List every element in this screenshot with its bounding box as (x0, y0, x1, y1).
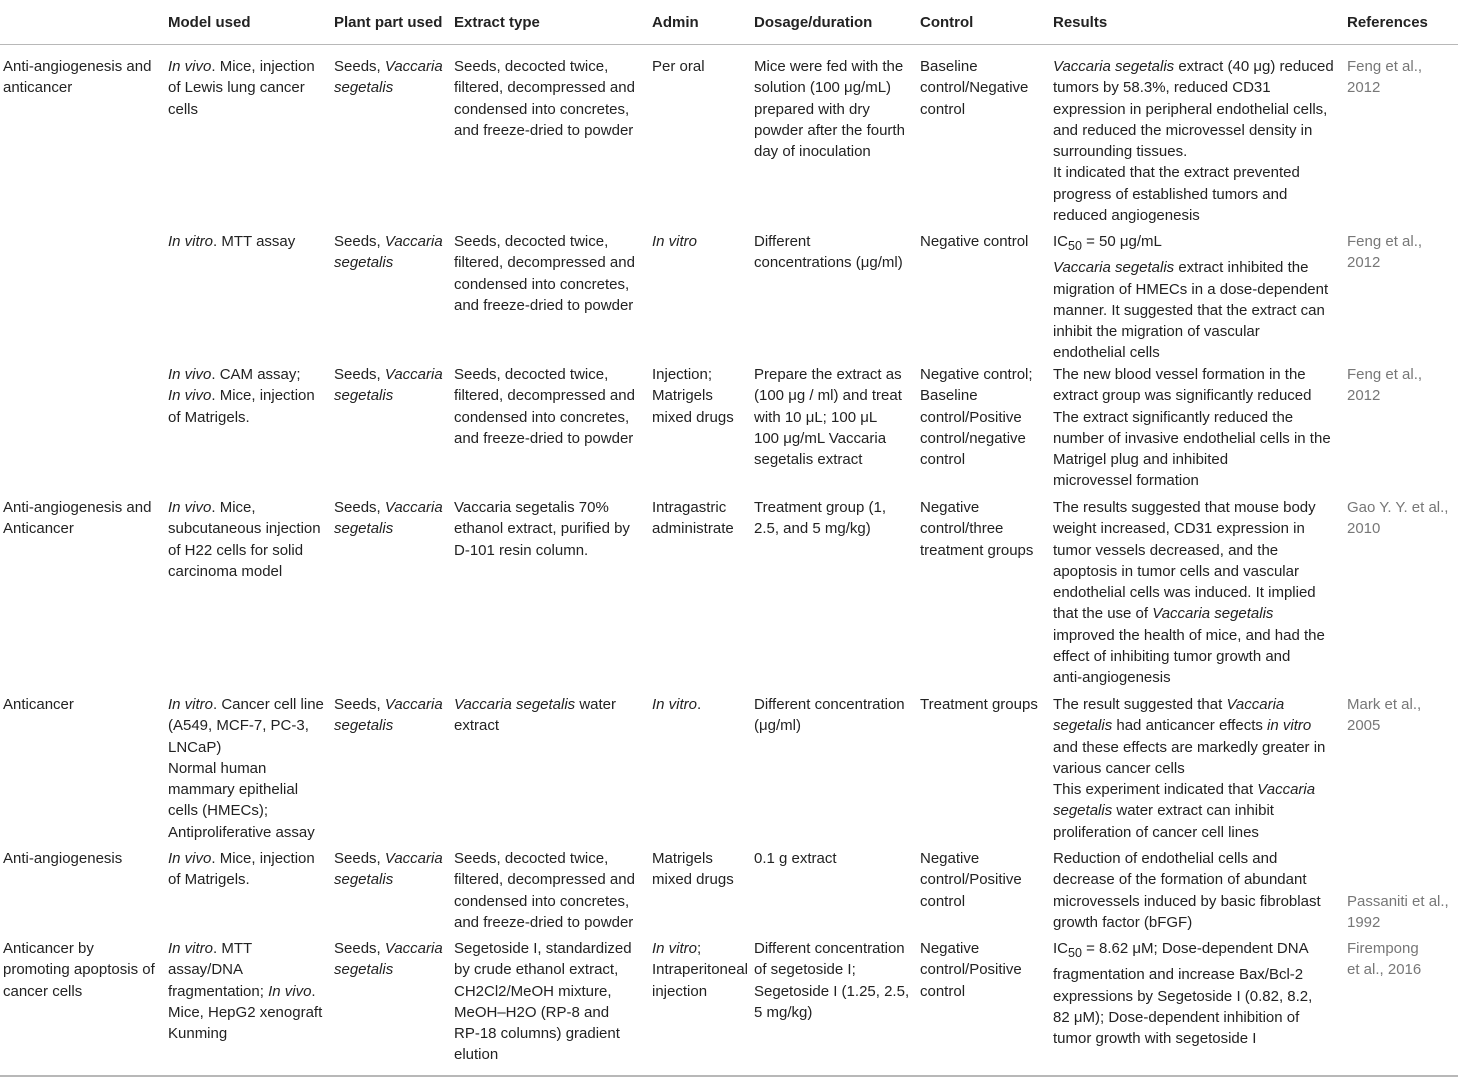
cell-extract (454, 497, 650, 561)
cell-admin (652, 938, 752, 1002)
cell-dosage (754, 497, 918, 540)
cell-line: solution (100 μg/mL) (754, 79, 892, 97)
cell-line: Seeds, Vaccaria (334, 58, 443, 75)
cell-control (920, 56, 1050, 120)
cell-line: Vaccaria segetalis extract (40 μg) reduced (1053, 58, 1334, 75)
cell-line: Seeds, Vaccaria (334, 850, 443, 867)
cell-activity (3, 56, 165, 99)
cell-line: and freeze-dried to powder (454, 913, 634, 931)
cell-line: decrease of the formation of abundant (1053, 871, 1307, 889)
cell-line: 82 μM); Dose-dependent inhibition of (1053, 1008, 1300, 1026)
cell-line: with 10 μL; 100 μL (754, 408, 878, 426)
table-header (0, 10, 1458, 40)
cell-line: filtered, decompressed and (454, 79, 635, 97)
cell-line: anticancer (3, 79, 73, 97)
cell-dosage (754, 56, 918, 162)
cell-line: The results suggested that mouse body (1053, 499, 1316, 516)
cell-line: growth factor (bFGF) (1053, 913, 1193, 931)
cell-activity (3, 497, 165, 540)
cell-line: Vaccaria segetalis 70% (454, 499, 609, 516)
cell-line: and freeze-dried to powder (454, 121, 634, 139)
cell-line: segetalis (334, 254, 394, 272)
cell-line: and these effects are markedly greater in (1053, 738, 1326, 756)
cell-line: subcutaneous injection (168, 520, 321, 538)
cell-references (1347, 497, 1455, 540)
cell-line: filtered, decompressed and (454, 387, 635, 405)
cell-results (1053, 848, 1345, 933)
cell-references (1347, 938, 1455, 981)
cell-line: In vitro. MTT assay (168, 233, 296, 250)
cell-results (1053, 364, 1345, 492)
cell-line: 2012 (1347, 387, 1381, 405)
cell-control (920, 848, 1050, 912)
header-dosage: Dosage/duration (754, 14, 873, 31)
cell-line: number of invasive endothelial cells in the (1053, 429, 1331, 447)
cell-extract (454, 694, 650, 737)
header-extract: Extract type (454, 14, 540, 31)
cell-dosage (754, 364, 918, 470)
cell-line: Negative (920, 940, 980, 957)
cell-line: cancer cells (3, 982, 83, 1000)
cell-line: (μg/ml) (754, 717, 801, 735)
cell-line: Mark et al., (1347, 696, 1422, 713)
cell-line: Injection; (652, 366, 713, 383)
cell-dosage (754, 848, 918, 869)
cell-line: mixed drugs (652, 871, 734, 889)
cell-line: In vitro (652, 233, 698, 250)
cell-line: and freeze-dried to powder (454, 429, 634, 447)
cell-line: segetalis (334, 79, 394, 97)
cell-line: Feng et al., (1347, 58, 1423, 75)
cell-line: CH2Cl2/MeOH mixture, (454, 982, 612, 1000)
cell-line: cells (168, 100, 199, 118)
cell-line: weight increased, CD31 expression in (1053, 520, 1305, 538)
cell-plant (334, 848, 452, 891)
cell-model (168, 231, 330, 252)
header-control: Control (920, 14, 974, 31)
cell-line: RP-18 columns) gradient (454, 1025, 620, 1043)
header-model: Model used (168, 14, 251, 31)
cell-line: control/Negative (920, 79, 1029, 97)
cell-line: Normal human (168, 759, 267, 777)
cell-line: extract (454, 717, 500, 735)
cell-line: In vitro. (652, 696, 702, 713)
cell-line: Seeds, Vaccaria (334, 366, 443, 383)
cell-plant (334, 231, 452, 274)
cell-line: Kunming (168, 1025, 228, 1043)
cell-line: Seeds, Vaccaria (334, 233, 443, 250)
cell-line: Seeds, decocted twice, (454, 366, 609, 383)
cell-line: various cancer cells (1053, 759, 1185, 777)
cell-line: fragmentation and increase Bax/Bcl-2 (1053, 966, 1304, 984)
cell-line: 5 mg/kg) (754, 1003, 813, 1021)
cell-line: In vitro. MTT (168, 940, 253, 957)
cell-line: In vivo. CAM assay; (168, 366, 301, 383)
cell-line: Negative (920, 499, 980, 516)
cell-line: control (920, 451, 966, 469)
cell-line: Gao Y. Y. et al., (1347, 499, 1449, 516)
cell-line: Feng et al., (1347, 366, 1423, 383)
cell-results (1053, 694, 1345, 843)
cell-line: 2005 (1347, 717, 1381, 735)
cell-plant (334, 56, 452, 99)
cell-line: Anticancer by (3, 940, 94, 957)
cell-line: 2.5, and 5 mg/kg) (754, 520, 871, 538)
cell-line: In vivo. Mice, injection (168, 387, 315, 405)
cell-line: In vitro; (652, 940, 702, 957)
cell-line: 2012 (1347, 79, 1381, 97)
cell-line: that the use of Vaccaria segetalis (1053, 605, 1274, 623)
cell-line: control/Positive (920, 408, 1022, 426)
cell-line: segetalis (334, 387, 394, 405)
cell-line: It indicated that the extract prevented (1053, 164, 1300, 182)
cell-plant (334, 938, 452, 981)
cell-line: Different (754, 233, 811, 250)
cell-line: Anticancer (3, 520, 74, 538)
cell-model (168, 497, 330, 582)
cell-line: Treatment group (1, (754, 499, 887, 516)
cell-line: Anti-angiogenesis and (3, 58, 152, 75)
cell-extract (454, 56, 650, 141)
cell-line: prepared with dry (754, 100, 870, 118)
cell-line: 1992 (1347, 913, 1381, 931)
cell-line: In vivo. Mice, injection (168, 58, 315, 75)
cell-line: Different concentration (754, 940, 905, 957)
cell-line: 2012 (1347, 254, 1381, 272)
cell-line: segetalis extract (754, 451, 863, 469)
cell-line: Anti-angiogenesis (3, 850, 123, 867)
cell-references (1347, 364, 1455, 407)
cell-line: surrounding tissues. (1053, 143, 1188, 161)
cell-references (1347, 231, 1455, 274)
cell-admin (652, 231, 752, 252)
cell-model (168, 848, 330, 891)
cell-line: The new blood vessel formation in the (1053, 366, 1306, 383)
cell-control (920, 694, 1050, 715)
cell-line: $IC_{50} = 50$ μg/mL (1053, 233, 1162, 253)
cell-line: D-101 resin column. (454, 541, 589, 559)
cell-control (920, 364, 1050, 470)
cell-line: ethanol extract, purified by (454, 520, 630, 538)
cell-line: (A549, MCF-7, PC-3, (168, 717, 309, 735)
cell-line: concentrations (μg/ml) (754, 254, 903, 272)
cell-line: segetalis (334, 717, 394, 735)
cell-line: fragmentation; In vivo. (168, 982, 316, 1000)
cell-line: $IC_{50} = 8.62$ μM; Dose-dependent DNA (1053, 940, 1309, 960)
cell-line: Prepare the extract as (754, 366, 902, 383)
cell-line: control/negative (920, 429, 1026, 447)
header-plant: Plant part used (334, 14, 443, 31)
cell-line: tumor vessels decreased, and the (1053, 541, 1279, 559)
cell-line: Seeds, decocted twice, (454, 850, 609, 867)
cell-line: 100 μg/mL Vaccaria (754, 429, 887, 447)
cell-line: 2010 (1347, 520, 1381, 538)
cell-line: control/Positive (920, 961, 1022, 979)
cell-extract (454, 938, 650, 1066)
cell-line: Passaniti et al., (1347, 892, 1449, 910)
cell-line: filtered, decompressed and (454, 871, 635, 889)
cell-plant (334, 497, 452, 540)
cell-line: Seeds, decocted twice, (454, 58, 609, 75)
cell-line: migration of HMECs in a dose-dependent (1053, 280, 1329, 298)
cell-line: endothelial cells (1053, 344, 1160, 362)
cell-line: of segetoside I; (754, 961, 856, 979)
cell-line: Anti-angiogenesis and (3, 499, 152, 516)
cell-activity (3, 694, 165, 715)
cell-line: expressions by Segetoside I (0.82, 8.2, (1053, 987, 1313, 1005)
header-results: Results (1053, 14, 1108, 31)
cell-line: condensed into concretes, (454, 100, 630, 118)
cell-line: mammary epithelial (168, 781, 299, 799)
cell-line: segetalis water extract can inhibit (1053, 802, 1274, 820)
header-references: References (1347, 14, 1428, 31)
cell-line: Per oral (652, 58, 705, 75)
cell-control (920, 938, 1050, 1002)
cell-line: microvessels induced by basic fibroblast (1053, 892, 1321, 910)
cell-line: Seeds, Vaccaria (334, 696, 443, 713)
cell-line: condensed into concretes, (454, 408, 630, 426)
cell-results (1053, 938, 1345, 1049)
cell-line: apoptosis in tumor cells and vascular (1053, 562, 1299, 580)
cell-admin (652, 694, 752, 715)
cell-line: of H22 cells for solid (168, 541, 304, 559)
cell-line: and freeze-dried to powder (454, 296, 634, 314)
cell-dosage (754, 694, 918, 737)
cell-line: Seeds, Vaccaria (334, 499, 443, 516)
cell-line: Baseline (920, 387, 978, 405)
cell-line: Mice, HepG2 xenograft (168, 1003, 323, 1021)
cell-line: progress of established tumors and (1053, 185, 1288, 203)
cell-line: control (920, 892, 966, 910)
cell-line: assay/DNA (168, 961, 244, 979)
cell-line: Vaccaria segetalis water (454, 696, 617, 713)
cell-line: In vitro. Cancer cell line (168, 696, 324, 713)
cell-line: elution (454, 1046, 499, 1064)
cell-line: Negative (920, 850, 980, 867)
cell-extract (454, 848, 650, 933)
cell-line: inhibit the migration of vascular (1053, 323, 1260, 341)
cell-line: Seeds, decocted twice, (454, 233, 609, 250)
cell-line: Intragastric (652, 499, 727, 516)
cell-line: control/three (920, 520, 1004, 538)
table-bottom-rule (0, 1075, 1458, 1077)
cell-references (1347, 694, 1455, 737)
cell-model (168, 56, 330, 120)
cell-extract (454, 231, 650, 316)
cell-line: (100 μg / ml) and treat (754, 387, 902, 405)
cell-line: Different concentration (754, 696, 905, 713)
cell-control (920, 231, 1050, 252)
cell-line: control/Positive (920, 871, 1022, 889)
cell-model (168, 364, 330, 428)
cell-admin (652, 56, 752, 77)
cell-line: control (920, 100, 966, 118)
cell-line: manner. It suggested that the extract can (1053, 301, 1325, 319)
cell-line: In vivo. Mice, injection (168, 850, 315, 867)
cell-line: microvessel formation (1053, 472, 1199, 490)
cell-references (1347, 848, 1455, 933)
cell-line: injection (652, 982, 708, 1000)
cell-admin (652, 848, 752, 891)
cell-extract (454, 364, 650, 449)
cell-control (920, 497, 1050, 561)
cell-line: by crude ethanol extract, (454, 961, 619, 979)
cell-line: expression in peripheral endothelial cells, (1053, 100, 1328, 118)
cell-line: administrate (652, 520, 734, 538)
cell-line: Reduction of endothelial cells and (1053, 850, 1278, 867)
cell-activity (3, 938, 165, 1002)
cell-line: promoting apoptosis of (3, 961, 155, 979)
cell-line: treatment groups (920, 541, 1034, 559)
cell-line: Matrigels (652, 387, 713, 405)
cell-line: Negative control (920, 233, 1029, 250)
cell-line: of Lewis lung cancer (168, 79, 305, 97)
cell-line: Segetoside I (1.25, 2.5, (754, 982, 910, 1000)
cell-line: Antiproliferative assay (168, 823, 315, 841)
cell-line: Segetoside I, standardized (454, 940, 632, 957)
cell-line: Mice were fed with the (754, 58, 904, 75)
cell-line: 0.1 g extract (754, 850, 837, 867)
cell-model (168, 938, 330, 1044)
cell-line: The result suggested that Vaccaria (1053, 696, 1285, 713)
cell-line: In vivo. Mice, (168, 499, 256, 516)
cell-line: proliferation of cancer cell lines (1053, 823, 1259, 841)
cell-line: mixed drugs (652, 408, 734, 426)
cell-line: control (920, 982, 966, 1000)
cell-line: carcinoma model (168, 562, 283, 580)
cell-line: cells (HMECs); (168, 802, 268, 820)
cell-references (1347, 56, 1455, 99)
cell-dosage (754, 938, 918, 1023)
cell-line: Treatment groups (920, 696, 1038, 713)
cell-line: condensed into concretes, (454, 892, 630, 910)
cell-line: This experiment indicated that Vaccaria (1053, 781, 1316, 799)
cell-admin (652, 497, 752, 540)
cell-line: powder after the fourth (754, 121, 905, 139)
cell-line: extract group was significantly reduced (1053, 387, 1312, 405)
cell-activity (3, 848, 165, 869)
cell-line: segetalis (334, 520, 394, 538)
cell-line: segetalis had anticancer effects in vitro (1053, 717, 1312, 735)
cell-line: Anticancer (3, 696, 74, 713)
cell-line (1347, 869, 1455, 890)
cell-results (1053, 56, 1345, 226)
cell-model (168, 694, 330, 843)
cell-line: tumors by 58.3%, reduced CD31 (1053, 79, 1271, 97)
cell-line: et al., 2016 (1347, 961, 1422, 979)
cell-line: of Matrigels. (168, 871, 250, 889)
cell-results (1053, 497, 1345, 689)
cell-line: The extract significantly reduced the (1053, 408, 1294, 426)
cell-line: condensed into concretes, (454, 275, 630, 293)
cell-line: Matrigels (652, 850, 713, 867)
cell-line: endothelial cells was induced. It implied (1053, 584, 1316, 602)
cell-results (1053, 231, 1345, 364)
cell-line: MeOH–H2O (RP-8 and (454, 1003, 610, 1021)
header-admin: Admin (652, 14, 699, 31)
cell-line: Baseline (920, 58, 978, 75)
cell-plant (334, 364, 452, 407)
cell-line: improved the health of mice, and had the (1053, 626, 1325, 644)
cell-line: Vaccaria segetalis extract inhibited the (1053, 259, 1309, 277)
cell-line: segetalis (334, 961, 394, 979)
cell-line: tumor growth with segetoside I (1053, 1030, 1257, 1048)
cell-line: Feng et al., (1347, 233, 1423, 250)
cell-line (1347, 848, 1455, 869)
cell-line: LNCaP) (168, 738, 222, 756)
cell-line: segetalis (334, 871, 394, 889)
cell-dosage (754, 231, 918, 274)
cell-line: Matrigel plug and inhibited (1053, 451, 1229, 469)
cell-line: Negative control; (920, 366, 1033, 383)
header-rule (0, 44, 1458, 45)
cell-line: day of inoculation (754, 143, 871, 161)
cell-line: Firempong (1347, 940, 1419, 957)
cell-admin (652, 364, 752, 428)
cell-line: Intraperitoneal (652, 961, 748, 979)
cell-line: filtered, decompressed and (454, 254, 635, 272)
cell-line: anti-angiogenesis (1053, 669, 1171, 687)
cell-line: of Matrigels. (168, 408, 250, 426)
cell-line: reduced angiogenesis (1053, 207, 1200, 225)
cell-plant (334, 694, 452, 737)
cell-line: Seeds, Vaccaria (334, 940, 443, 957)
cell-line: and reduced the microvessel density in (1053, 121, 1313, 139)
cell-line: effect of inhibiting tumor growth and (1053, 648, 1291, 666)
